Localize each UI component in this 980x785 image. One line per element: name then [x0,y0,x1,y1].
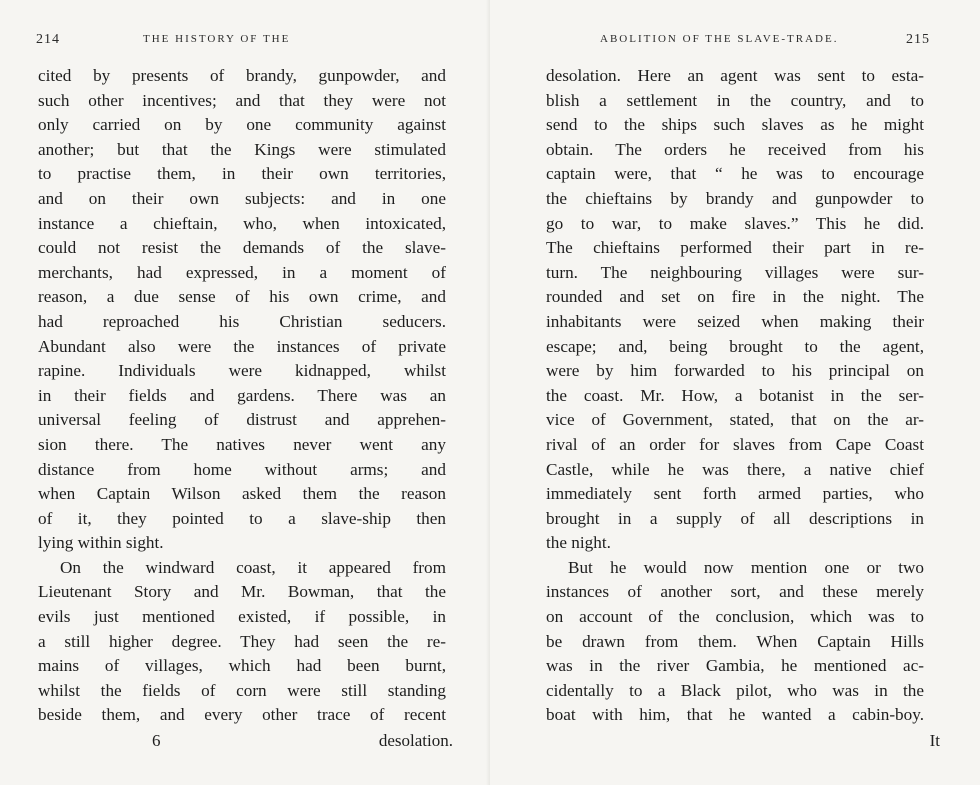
text-line: was in the river Gambia, he mentioned ac- [546,656,924,676]
text-line: reason, a due sense of his own crime, and [38,287,446,307]
text-line: a still higher degree. They had seen the re- [38,631,446,651]
right-running-head: ABOLITION OF THE SLAVE-TRADE. [600,33,839,45]
right-page [490,0,980,785]
right-body-text [546,64,924,728]
text-line: beside them, and every other trace of recent [38,705,446,725]
text-line: be drawn from them. When Captain Hills [546,631,924,651]
text-line: instance a chieftain, who, when intoxicated, [38,213,446,233]
text-line: lying within sight. [38,533,164,553]
text-line: obtain. The orders he received from his [546,139,924,159]
text-line: the coast. Mr. How, a botanist in the ser- [546,385,924,405]
text-line: mains of villages, which had been burnt, [38,656,446,676]
text-line: cited by presents of brandy, gunpowder, and [38,66,446,85]
text-line: turn. The neighbouring villages were sur- [546,262,924,282]
text-line: the chieftains by brandy and gunpowder to [546,188,924,208]
text-line: instances of another sort, and these merely [546,582,924,602]
text-line: Lieutenant Story and Mr. Bowman, that the [38,582,446,602]
text-line: another; but that the Kings were stimulated [38,139,446,159]
left-catchword: desolation. [378,731,453,750]
text-line: Abundant also were the instances of private [38,336,446,356]
text-line: escape; and, being brought to the agent, [546,336,924,356]
text-line: vice of Government, stated, that on the ar- [546,410,924,430]
text-line: On the windward coast, it appeared from [60,557,446,577]
text-line: merchants, had expressed, in a moment of [38,262,446,282]
text-line: distance from home without arms; and [38,459,446,479]
text-line: whilst the fields of corn were still standing [38,680,446,700]
text-line: the night. [546,533,611,553]
left-page-number: 214 [36,32,60,47]
text-line: sion there. The natives never went any [38,434,446,454]
text-line: on account of the conclusion, which was to [546,607,924,627]
text-line: send to the ships such slaves as he might [546,115,924,135]
text-line: could not resist the demands of the slave- [38,238,446,258]
text-line: blish a settlement in the country, and to [546,90,924,110]
text-line: such other incentives; and that they were not [38,90,446,110]
text-line: desolation. Here an agent was sent to esta- [546,66,924,85]
text-line: But he would now mention one or two [568,557,924,577]
text-line: boat with him, that he wanted a cabin-boy. [546,705,924,725]
text-line: evils just mentioned existed, if possible, in [38,607,446,627]
text-line: brought in a supply of all descriptions in [546,508,924,528]
text-line: cidentally to a Black pilot, who was in the [546,680,924,700]
text-line: inhabitants were seized when making their [546,311,924,331]
text-line: only carried on by one community against [38,115,446,135]
text-line: when Captain Wilson asked them the reason [38,484,446,504]
text-line: universal feeling of distrust and apprehen- [38,410,446,430]
text-line: rapine. Individuals were kidnapped, whilst [38,361,446,381]
text-line: captain were, that “ he was to encourage [546,164,924,184]
text-line: were by him forwarded to his principal on [546,361,924,381]
text-line: rounded and set on fire in the night. The [546,287,924,307]
text-line: to practise them, in their own territories, [38,164,446,184]
text-line: in their fields and gardens. There was an [38,385,446,405]
left-body-text [38,64,446,728]
text-line: go to war, to make slaves.” This he did. [546,213,924,233]
text-line: immediately sent forth armed parties, who [546,484,924,504]
text-line: rival of an order for slaves from Cape Coast [546,434,924,454]
left-running-head: THE HISTORY OF THE [143,33,291,45]
text-line: and on their own subjects: and in one [38,188,446,208]
right-catchword: It [929,731,940,750]
text-line: Castle, while he was there, a native chief [546,459,924,479]
right-page-number: 215 [906,32,930,47]
text-line: of it, they pointed to a slave-ship then [38,508,446,528]
signature-mark: 6 [152,731,161,750]
text-line: had reproached his Christian seducers. [38,311,446,331]
text-line: The chieftains performed their part in re- [546,238,924,258]
